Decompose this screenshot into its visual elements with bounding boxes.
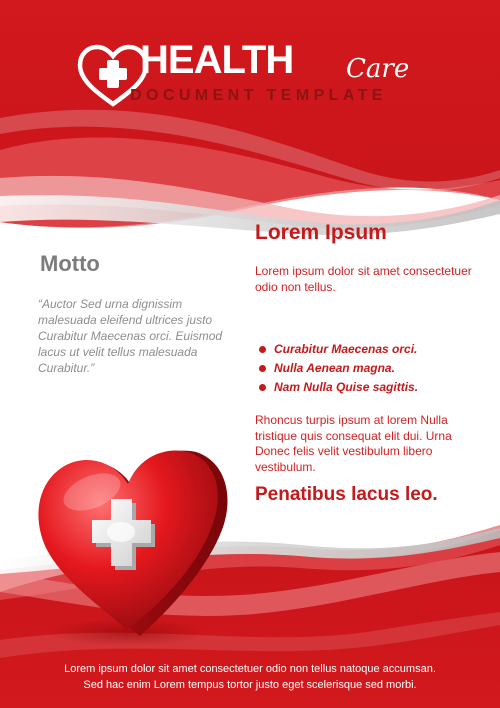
- intro-paragraph: Lorem ipsum dolor sit amet consectetuer odio non tellus.: [255, 264, 472, 294]
- list-item: Nulla Aenean magna.: [258, 359, 418, 378]
- main-heading: Lorem Ipsum: [255, 221, 387, 244]
- brand-title: HEALTH: [140, 38, 294, 82]
- brand-subtitle-care: Care: [346, 54, 410, 84]
- footer-text: [0, 661, 500, 693]
- closing-heading: Penatibus lacus leo.: [255, 484, 438, 505]
- motto-quote: “Auctor Sed urna dignissim malesuada eleifend ultrices justo Curabitur Maecenas orci. Euismod lacus ut velit tellus malesuada Curabitur.”: [38, 297, 223, 375]
- footer-line-2: Sed hac enim Lorem tempus tortor justo eget scelerisque sed morbi.: [83, 679, 417, 691]
- body-paragraph: Rhoncus turpis ipsum at lorem Nulla tristique quis consequat elit dui. Urna Donec felis velit vestibulum libero vestibulum.: [255, 413, 452, 474]
- list-item: Nam Nulla Quise sagittis.: [258, 378, 418, 397]
- document-subtitle: DOCUMENT TEMPLATE: [130, 87, 387, 104]
- footer-line-1: Lorem ipsum dolor sit amet consectetuer odio non tellus natoque accumsan.: [64, 663, 436, 675]
- bullet-list: [258, 340, 418, 397]
- list-item: Curabitur Maecenas orci.: [258, 340, 418, 359]
- motto-title: Motto: [40, 251, 100, 276]
